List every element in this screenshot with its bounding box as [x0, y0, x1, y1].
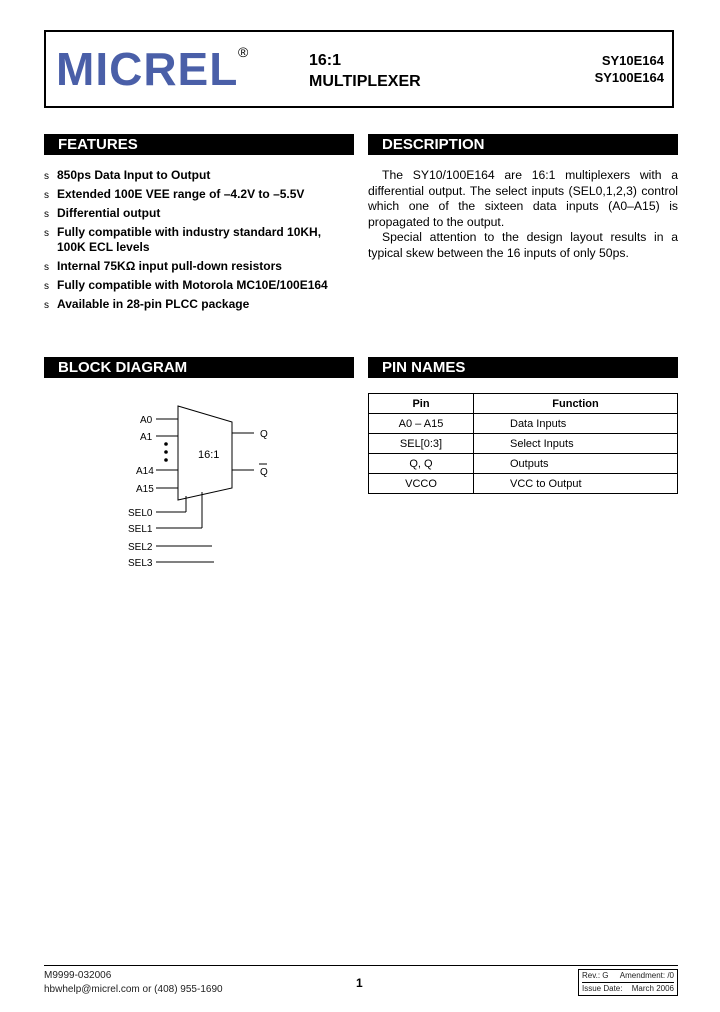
table-header-row — [369, 394, 678, 414]
issue-label: Issue Date: — [582, 984, 623, 993]
registered-mark: ® — [238, 44, 249, 60]
block-diagram — [120, 400, 290, 572]
select-label-sel1: SEL1 — [128, 524, 153, 535]
issue-row — [582, 982, 674, 995]
ellipsis-dot — [164, 458, 168, 462]
description-text — [368, 168, 678, 261]
revision-box — [578, 969, 678, 996]
title-line-1: 16:1 — [309, 52, 342, 69]
feature-item: s Available in 28-pin PLCC package — [44, 297, 250, 311]
function-cell: Outputs — [474, 454, 678, 474]
table-row — [369, 454, 678, 474]
pin-cell: SEL[0:3] — [369, 434, 474, 454]
features-list — [44, 168, 344, 316]
rev: Rev.: G — [582, 971, 609, 980]
feature-item: s Fully compatible with industry standard 10KH, 100K ECL levels — [44, 225, 322, 254]
micrel-logo: MICREL — [56, 43, 239, 95]
pin-cell: VCCO — [369, 474, 474, 494]
footer-rule — [44, 965, 678, 966]
table-row — [369, 434, 678, 454]
select-label-sel2: SEL2 — [128, 542, 153, 553]
ellipsis-dot — [164, 442, 168, 446]
description-paragraph-2: Special attention to the design layout results in a typical skew between the 16 inputs of only 50ps. — [368, 230, 678, 260]
page-title — [309, 50, 421, 92]
column-header-function: Function — [474, 394, 678, 414]
part-number-1: SY10E164 — [601, 53, 664, 68]
pin-names-table — [368, 393, 678, 494]
function-cell: Data Inputs — [474, 414, 678, 434]
pin-names-heading: PIN NAMES — [368, 357, 678, 378]
feature-item: s 850ps Data Input to Output — [44, 168, 211, 182]
part-number-2: SY100E164 — [594, 70, 664, 85]
pin-cell: Q, Q — [369, 454, 474, 474]
feature-item: s Differential output — [44, 206, 161, 220]
description-paragraph-1: The SY10/100E164 are 16:1 multiplexers with a differential output. The select inputs (SEL0,1,2,3) control which one of the sixteen data inputs (A0–A15) is propagated to the output. — [368, 168, 678, 229]
doc-number: M9999-032006 — [44, 970, 112, 981]
features-heading: FEATURES — [44, 134, 354, 155]
title-line-2: MULTIPLEXER — [309, 73, 421, 90]
issue-date: March 2006 — [631, 984, 674, 993]
pin-cell: A0 – A15 — [369, 414, 474, 434]
input-label-a1: A1 — [140, 432, 153, 443]
feature-item: s Fully compatible with Motorola MC10E/100E164 — [44, 278, 328, 292]
ellipsis-dot — [164, 450, 168, 454]
mux-label: 16:1 — [198, 449, 220, 461]
amendment: Amendment: /0 — [619, 971, 674, 980]
revision-row — [582, 970, 674, 982]
table-row — [369, 474, 678, 494]
select-label-sel3: SEL3 — [128, 558, 153, 569]
feature-item: s Internal 75KΩ input pull-down resistors — [44, 259, 282, 273]
feature-item: s Extended 100E VEE range of –4.2V to –5.5V — [44, 187, 305, 201]
select-label-sel0: SEL0 — [128, 508, 153, 519]
column-header-pin: Pin — [369, 394, 474, 414]
part-numbers — [595, 52, 664, 86]
contact-info: hbwhelp@micrel.com or (408) 955-1690 — [44, 984, 223, 995]
function-cell: VCC to Output — [474, 474, 678, 494]
page-number: 1 — [356, 976, 363, 990]
output-label-q: Q — [260, 429, 268, 440]
input-label-a0: A0 — [140, 415, 153, 426]
output-label-qbar: Q — [260, 467, 268, 478]
input-label-a14: A14 — [136, 466, 154, 477]
description-heading: DESCRIPTION — [368, 134, 678, 155]
function-cell: Select Inputs — [474, 434, 678, 454]
footer-left — [44, 969, 223, 997]
table-row — [369, 414, 678, 434]
block-diagram-heading: BLOCK DIAGRAM — [44, 357, 354, 378]
input-label-a15: A15 — [136, 484, 154, 495]
